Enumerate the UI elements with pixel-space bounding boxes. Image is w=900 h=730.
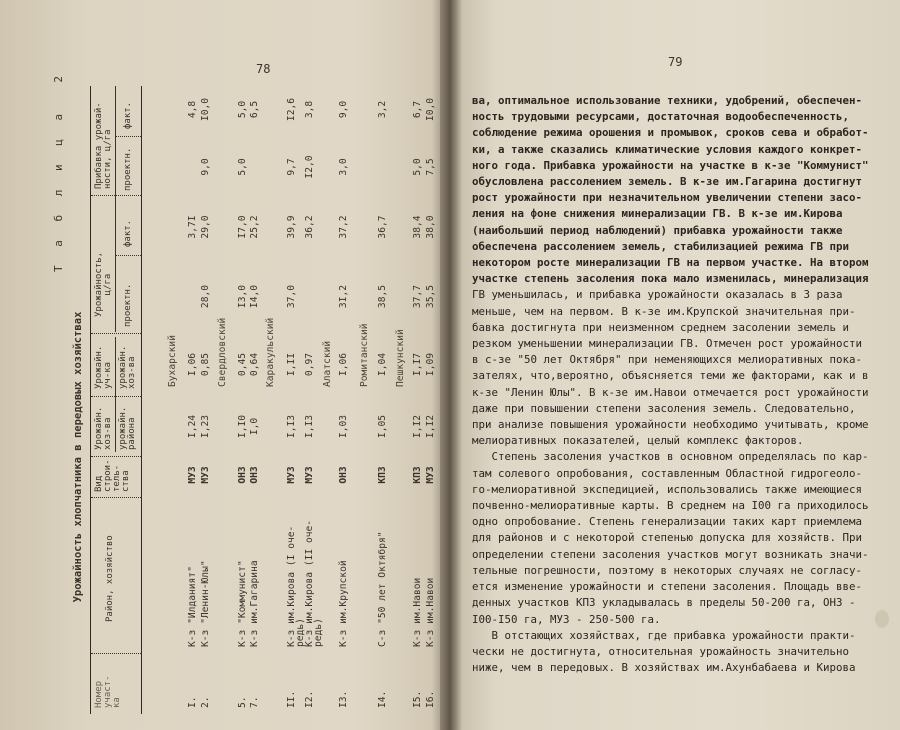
cell-c6: I0,0 [200,97,211,122]
cell-c5: 3,0 [338,158,349,176]
cell-c2: I,09 [425,352,436,377]
text-line: к-зе "Ленин Юлы". В к-зе им.Навои отмечается рост урожайности [472,385,869,399]
cell-c6: 3,8 [304,100,315,119]
rotated-table [40,70,450,722]
text-line: рост урожайности при незначительном увеличении степени засо- [472,191,863,205]
cell-c3: 37,7 [412,284,423,309]
col-divider [91,456,141,457]
text-line: одно опробование. Степень генерализации таких карт приемлема [472,515,863,529]
cell-num: I4. [377,690,388,708]
text-line: В отстающих хозяйствах, где прибавка урожайности практи- [472,628,856,642]
header-increase-group: Прибавка урожай- ности, ц/га [94,102,113,189]
text-line: даже при повышении степени засоления земель. Следовательно, [472,401,856,415]
cell-c6: 5,0 [237,100,248,119]
cell-c5: 9,7 [286,158,297,176]
cell-c2: 0,45 [237,352,248,377]
cell-c1: I,I3 [286,414,297,439]
text-line: ления на фоне снижения минерализации ГВ. В к-зе им.Кирова [472,207,843,221]
text-line: I00-I50 га, МУЗ - 250-500 га. [472,612,661,626]
text-line: определении степени засоления участков могут возникать значи- [472,547,869,561]
text-line: (наибольший период наблюдений) прибавка урожайности также [472,223,843,237]
cell-c2: I,II [286,352,297,377]
cell-farm: К-з им.Гагарина [249,560,260,647]
cell-num: II. [286,690,297,708]
cell-c5: I2,0 [304,155,315,179]
district-label: Свердловский [217,317,228,387]
cell-farm: К-з им.Кирова (II оче- редь) [304,519,324,647]
text-line: при анализе повышения урожайности необходимо учитывать, кроме [472,418,869,432]
cell-c6: 4,8 [187,100,198,119]
header-yield-plot: Урожайн. уч-ка [94,345,113,389]
cell-c4: 36,2 [304,215,315,239]
text-line: ниже, чем в передовых. В хозяйствах им.Ахунбабаева и Кирова [472,661,856,675]
cell-farm: К-з им.Кирова (I оче- редь) [286,525,306,647]
cell-c6: I0,0 [425,97,436,122]
cell-num: I. [187,696,198,708]
cell-c1: I,I2 [412,414,423,439]
cell-type: КПЗ [377,466,388,484]
text-line: почвенно-мелиоративные карты. В среднем на I00 га приходилось [472,499,869,513]
cell-c4: 29,0 [200,215,211,239]
cell-type: МУЗ [286,466,297,484]
cell-c4: 38,0 [425,215,436,239]
cell-c4: 39,9 [286,215,297,239]
cell-c6: 3,2 [377,100,388,119]
cell-type: МУЗ [187,466,198,484]
text-line: меньше, чем на первом. В к-зе им.Крупской значительная при- [472,304,856,318]
text-line: ность трудовыми ресурсами, достаточная водообеспеченность, [472,110,850,124]
cell-type: ОНЗ [249,466,260,484]
subheader-rule [115,337,116,452]
col-divider [116,136,141,137]
cell-c5: 9,0 [200,158,211,176]
text-line: денных участков КПЗ укладывалась в пределы 50-200 га, ОНЗ - [472,596,856,610]
cell-c6: 9,0 [338,100,349,119]
header-farm: Район, хозяйство [105,535,115,622]
cell-c5: 5,0 [237,158,248,176]
cell-c3: 3I,2 [338,284,349,309]
cell-c3: 37,0 [286,284,297,309]
cell-c1: I,I3 [304,414,315,439]
text-line: участке степень засоления пока мало изменилась, минерализация [472,272,869,286]
cell-num: 2. [200,696,211,708]
cell-farm: К-з им.Навои [412,577,423,647]
col-divider [91,396,141,397]
text-line: ется изменение урожайности и степени засоления. Площадь вве- [472,580,863,594]
cell-c2: 0,64 [249,352,260,377]
cell-type: КПЗ [412,466,423,484]
header-yield-farm2: урожайн. хоз-ва [118,345,137,389]
cell-num: I6. [425,690,436,708]
cell-c2: I,04 [377,352,388,377]
cell-c2: I,06 [338,352,349,377]
cell-c2: I,06 [187,352,198,377]
cell-num: I2. [304,690,315,708]
cell-c4: 37,2 [338,215,349,239]
header-yield-fact: факт. [123,219,133,247]
text-line: обеспечена рассолением земель, стабилизацией режима ГВ при [472,239,850,253]
page-number-right: 79 [668,55,683,69]
cell-num: 5. [237,696,248,708]
cell-farm: К-з "Илданият" [187,566,198,647]
cell-farm: К-з "Коммунист" [237,560,248,647]
cell-c2: 0,97 [304,352,315,377]
cell-c4: 36,7 [377,215,388,239]
text-line: мелиоративных показателей, целый комплекс факторов. [472,434,804,448]
table-label: Т а б л и ц а 2 [52,70,65,272]
col-divider [91,195,141,196]
text-line: соблюдение режима орошения и промывок, сроков сева и обработ- [472,126,869,140]
header-yield-district: урожайн. района [118,406,137,450]
col-divider [91,333,141,334]
text-line: в с-зе "50 лет Октября" при неменяющихся мелиоративных пока- [472,353,863,367]
text-line: ГВ уменьшилась, и прибавка урожайности оказалась в 3 раза [472,288,843,302]
cell-c3: 35,5 [425,284,436,309]
district-label: Пешкунский [395,329,406,387]
col-divider [116,255,141,256]
text-line: некотором росте минерализации ГВ на первом участке. На втором [472,256,869,270]
cell-c1: I,03 [338,414,349,439]
cell-c1: I,0 [249,417,260,436]
text-line: обусловлена рассолением земель. В к-зе им.Гагарина достигнут [472,175,863,189]
text-line: ва, оптимальное использование техники, удобрений, обеспечен- [472,94,863,107]
text-line: тельные погрешности, поэтому в некоторых случаях не согласу- [472,563,863,577]
text-line: ного года. Прибавка урожайности на участке в к-зе "Коммунист" [472,158,869,172]
cell-c3: I3,0 [237,284,248,309]
cell-num: I5. [412,690,423,708]
page-number-left: 78 [256,62,271,76]
cell-type: МУЗ [304,466,315,484]
cell-c3: 38,5 [377,284,388,309]
cell-type: ОНЗ [237,466,248,484]
cell-farm: К-з "Ленин-Юлы" [200,560,211,647]
cell-c1: I,23 [200,414,211,439]
district-label: Бухарский [167,335,178,387]
district-label: Алатский [322,340,333,387]
col-divider [91,653,141,654]
text-line: для районов и с некоторой степенью допуска для хозяйств. При [472,531,863,545]
text-line: там солевого опробования, составленным Областной гидрогеоло- [472,466,863,480]
cell-c6: I2,6 [286,97,297,122]
cell-c5: 7,5 [425,158,436,176]
header-increase-fact: факт. [123,101,133,129]
header-increase-proj: проектн. [123,147,133,191]
cell-type: МУЗ [425,466,436,484]
cell-c3: I4,0 [249,284,260,309]
header-yield-farm: Урожайн. хоз-ва [94,406,113,450]
text-line: чески не достигнута, относительная урожайность значительно [472,644,850,658]
text-line: ки, а также сказались климатические условия каждого конкрет- [472,142,863,156]
header-top-rule [90,86,91,714]
col-divider [91,497,141,498]
cell-c4: 38,4 [412,215,423,239]
header-bottom-rule [141,86,142,714]
cell-c6: 6,5 [249,100,260,119]
header-yield-proj: проектн. [123,283,133,327]
cell-c1: I,05 [377,414,388,439]
cell-c2: 0,85 [200,352,211,377]
cell-c3: 28,0 [200,284,211,309]
text-line: Степень засоления участков в основном определялась по кар- [472,450,869,464]
cell-farm: С-з "50 лет Октября" [377,531,388,647]
body-text [472,93,892,676]
cell-farm: К-з им.Крупской [338,560,349,647]
header-type: Вид строи- тель- ства [94,459,131,492]
text-line: бавка достигнута при неизменном среднем засолении земель и [472,320,850,334]
cell-type: ОНЗ [338,466,349,484]
cell-c1: I,I0 [237,414,248,439]
cell-c4: I7,0 [237,215,248,239]
text-line: зателях, что,вероятно, объясняется теми же факторами, как и в [472,369,869,383]
cell-c1: I,24 [187,414,198,439]
header-yield-group: Урожайность, ц/га [94,251,113,317]
cell-c6: 6,7 [412,100,423,119]
district-label: Ромитанский [359,323,370,387]
table-title: Урожайность хлопчатника в передовых хозяйствах [72,311,84,603]
cell-c4: 25,2 [249,215,260,239]
district-label: Каракульский [265,317,276,387]
text-line: резком уменьшении минерализации ГВ. Отмечен рост урожайности [472,337,863,351]
subheader-rule [115,86,116,332]
text-line: го-мелиоративной экспедицией, использовались также имеющиеся [472,482,863,496]
cell-c5: 5,0 [412,158,423,176]
cell-num: I3. [338,690,349,708]
cell-c4: 3,7I [187,215,198,239]
cell-c1: I,I2 [425,414,436,439]
cell-type: МУЗ [200,466,211,484]
cell-farm: К-з им.Навои [425,577,436,647]
cell-c2: I,I7 [412,352,423,377]
cell-num: 7. [249,696,260,708]
header-num: Номер участ- ка [94,675,122,708]
